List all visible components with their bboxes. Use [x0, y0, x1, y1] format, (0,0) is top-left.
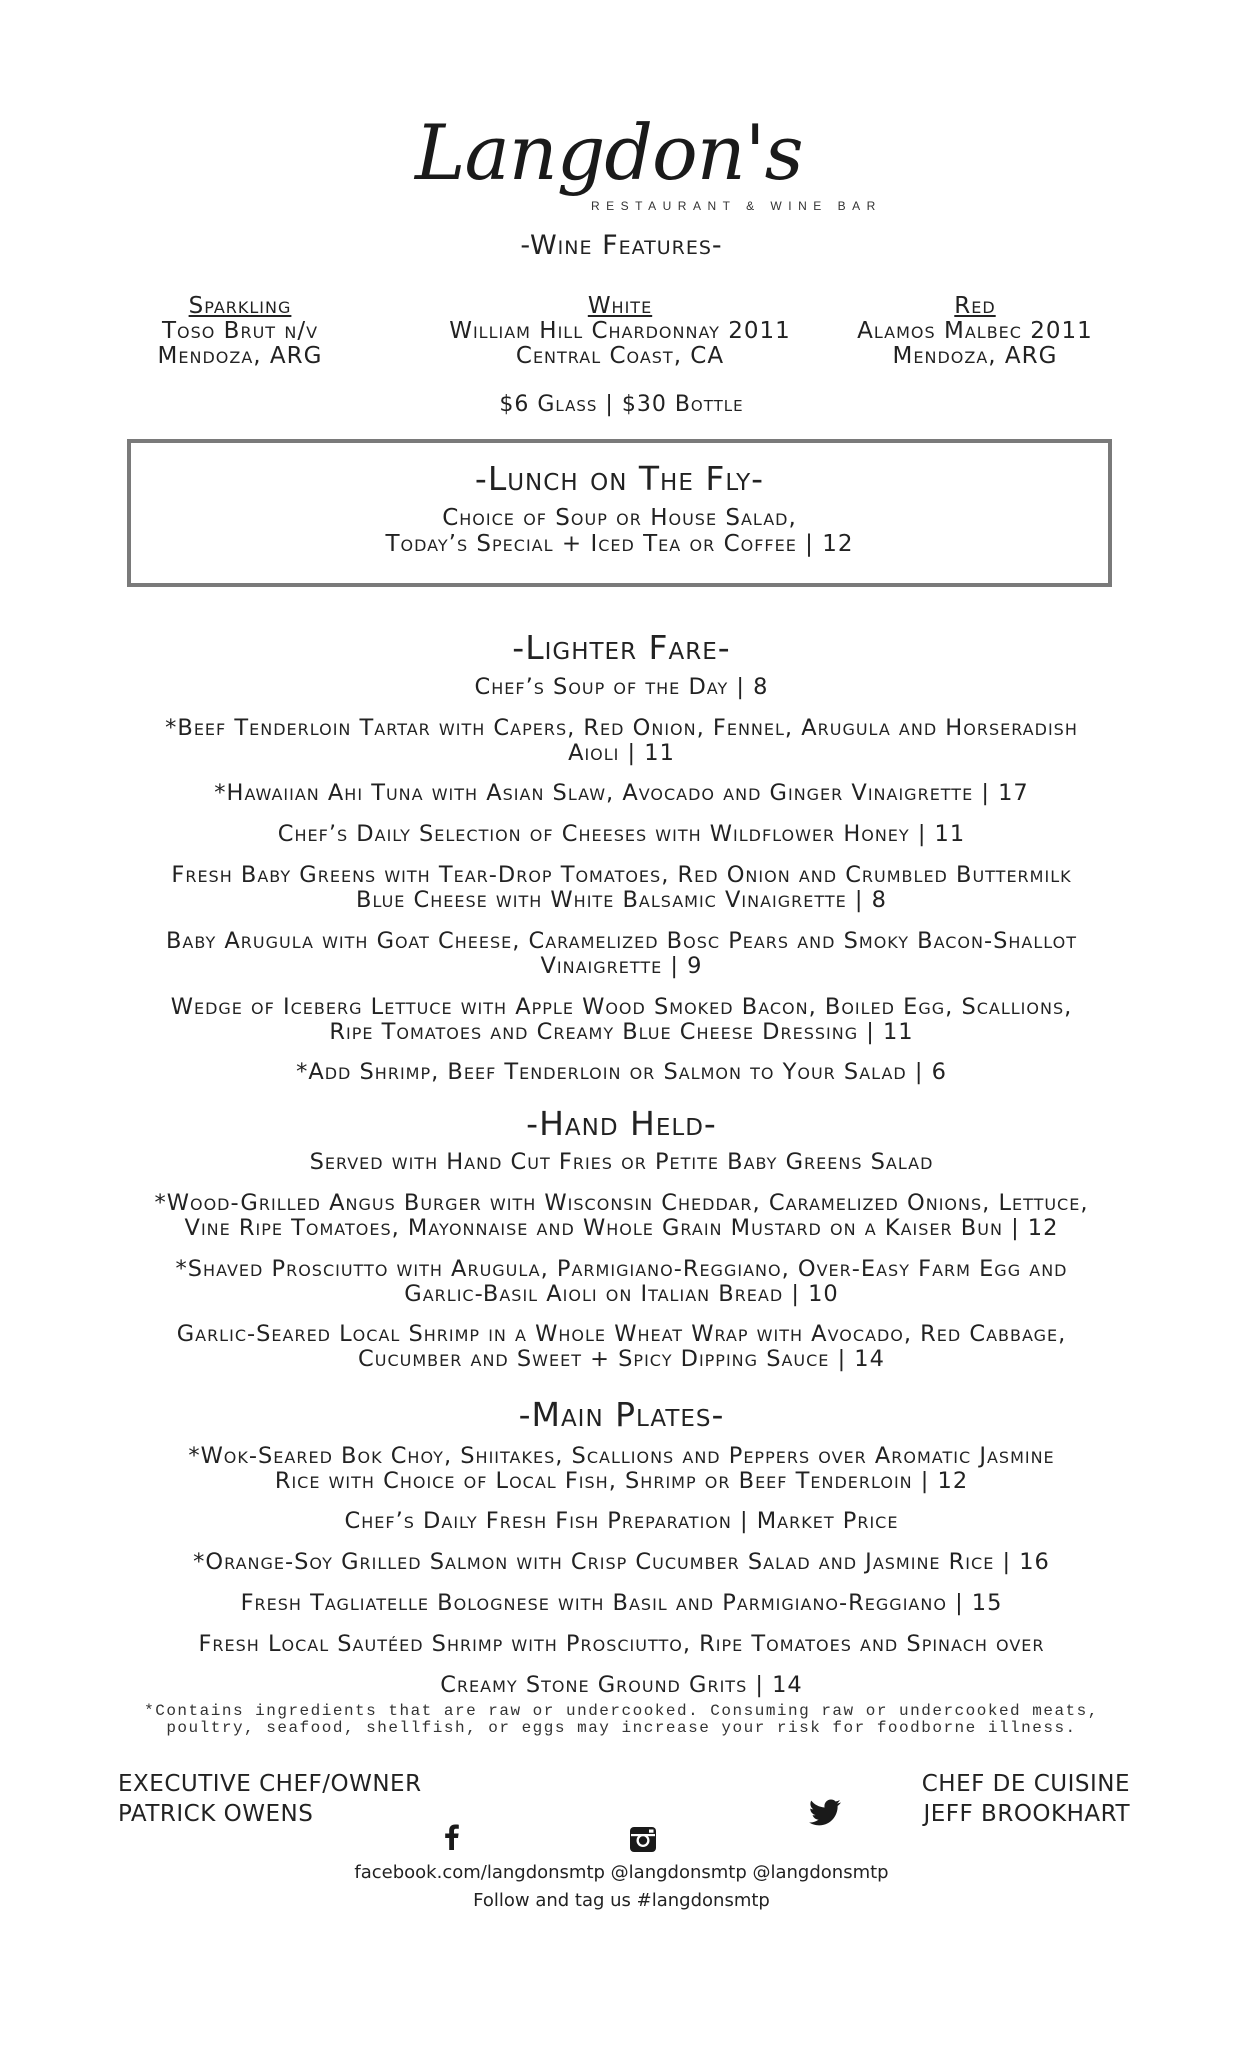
- menu-item-line: Garlic-Basil Aioli on Italian Bread | 10: [404, 1281, 839, 1307]
- menu-item-line: Wedge of Iceberg Lettuce with Apple Wood Smoked Bacon, Boiled Egg, Scallions,: [170, 994, 1073, 1020]
- menu-item-line: Vinaigrette | 9: [540, 953, 703, 979]
- menu-item: [100, 1191, 1143, 1241]
- wine-origin: Mendoza, ARG: [892, 343, 1058, 369]
- social-tagline: Follow and tag us #langdonsmtp: [473, 1890, 770, 1911]
- menu-item-line: Rice with Choice of Local Fish, Shrimp or Beef Tenderloin | 12: [274, 1468, 969, 1494]
- chef-name: PATRICK OWENS: [118, 1801, 314, 1827]
- menu-item-line: Fresh Local Sautéed Shrimp with Prosciutto, Ripe Tomatoes and Spinach over: [198, 1631, 1045, 1657]
- chef-de-cuisine: [880, 1769, 1130, 1829]
- menu-item-line: Vine Ripe Tomatoes, Mayonnaise and Whole Grain Mustard on a Kaiser Bun | 12: [184, 1215, 1059, 1241]
- disclaimer-line: *Contains ingredients that are raw or undercooked. Consuming raw or undercooked meats,: [144, 1702, 1099, 1720]
- restaurant-logo: [415, 108, 895, 225]
- menu-item: [100, 1060, 1143, 1085]
- chef-title: CHEF DE CUISINE: [921, 1771, 1130, 1797]
- wine-features-title: -Wine Features-: [520, 230, 723, 261]
- menu-item-line: Blue Cheese with White Balsamic Vinaigrette | 8: [356, 887, 887, 913]
- wine-name: William Hill Chardonnay 2011: [449, 318, 791, 344]
- menu-item-line: Chef’s Daily Fresh Fish Preparation | Market Price: [344, 1508, 899, 1534]
- menu-item-line: Creamy Stone Ground Grits | 14: [440, 1672, 803, 1698]
- lunch-line: Today’s Special + Iced Tea or Coffee | 12: [385, 531, 854, 557]
- section-title-lighter-fare: -Lighter Fare-: [512, 628, 731, 667]
- instagram-icon[interactable]: [626, 1822, 660, 1856]
- lunch-title: -Lunch on The Fly-: [474, 459, 765, 498]
- menu-item: [100, 781, 1143, 806]
- chef-name: JEFF BROOKHART: [923, 1801, 1130, 1827]
- wine-origin: Mendoza, ARG: [157, 343, 323, 369]
- menu-item-line: *Wood-Grilled Angus Burger with Wisconsin Cheddar, Caramelized Onions, Lettuce,: [154, 1190, 1089, 1216]
- wine-column-white: [440, 294, 800, 369]
- menu-item: [100, 1150, 1143, 1175]
- menu-item: [100, 1673, 1143, 1698]
- logo-subtitle: RESTAURANT & WINE BAR: [591, 199, 882, 213]
- menu-item: [100, 822, 1143, 847]
- lunch-line: Choice of Soup or House Salad,: [442, 505, 797, 531]
- menu-item-line: *Orange-Soy Grilled Salmon with Crisp Cucumber Salad and Jasmine Rice | 16: [193, 1549, 1050, 1575]
- menu-item-line: Cucumber and Sweet + Spicy Dipping Sauce | 14: [358, 1346, 885, 1372]
- social-handles: facebook.com/langdonsmtp @langdonsmtp @langdonsmtp: [354, 1862, 889, 1883]
- menu-item: [100, 1632, 1143, 1657]
- menu-item: [100, 1509, 1143, 1534]
- menu-item-line: Fresh Tagliatelle Bolognese with Basil and Parmigiano-Reggiano | 15: [240, 1590, 1003, 1616]
- wine-column-heading: White: [587, 293, 653, 319]
- wine-name: Alamos Malbec 2011: [857, 318, 1093, 344]
- menu-item-line: *Hawaiian Ahi Tuna with Asian Slaw, Avocado and Ginger Vinaigrette | 17: [214, 780, 1029, 806]
- menu-item: [100, 675, 1143, 700]
- menu-item: [100, 1322, 1143, 1372]
- menu-item-line: Fresh Baby Greens with Tear-Drop Tomatoes, Red Onion and Crumbled Buttermilk: [171, 862, 1072, 888]
- twitter-icon[interactable]: [808, 1796, 842, 1830]
- menu-item: [100, 1591, 1143, 1616]
- menu-item-line: Ripe Tomatoes and Creamy Blue Cheese Dressing | 11: [329, 1019, 914, 1045]
- wine-column-heading: Sparkling: [188, 293, 292, 319]
- raw-food-disclaimer: [100, 1703, 1143, 1737]
- section-title-main-plates: -Main Plates-: [518, 1395, 725, 1434]
- menu-item-line: Garlic-Seared Local Shrimp in a Whole Wheat Wrap with Avocado, Red Cabbage,: [176, 1321, 1067, 1347]
- disclaimer-line: poultry, seafood, shellfish, or eggs may increase your risk for foodborne illness.: [166, 1719, 1077, 1737]
- menu-item: [100, 929, 1143, 979]
- chef-title: EXECUTIVE CHEF/OWNER: [118, 1771, 422, 1797]
- menu-item-line: Served with Hand Cut Fries or Petite Baby Greens Salad: [309, 1149, 934, 1175]
- menu-item-line: Baby Arugula with Goat Cheese, Caramelized Bosc Pears and Smoky Bacon-Shallot: [166, 928, 1077, 954]
- executive-chef: [118, 1769, 422, 1829]
- menu-item-line: *Shaved Prosciutto with Arugula, Parmigiano-Reggiano, Over-Easy Farm Egg and: [175, 1256, 1068, 1282]
- menu-item-line: *Wok-Seared Bok Choy, Shiitakes, Scallions and Peppers over Aromatic Jasmine: [188, 1443, 1055, 1469]
- lunch-special-box: [127, 439, 1112, 587]
- menu-item-line: Chef’s Daily Selection of Cheeses with Wildflower Honey | 11: [277, 821, 966, 847]
- wine-origin: Central Coast, CA: [515, 343, 725, 369]
- menu-item: [100, 995, 1143, 1045]
- menu-item: [100, 1444, 1143, 1494]
- menu-item: [100, 863, 1143, 913]
- menu-item: [100, 1550, 1143, 1575]
- facebook-icon[interactable]: [435, 1820, 469, 1854]
- wine-name: Toso Brut n/v: [161, 318, 319, 344]
- wine-column-red: [845, 294, 1105, 369]
- section-title-hand-held: -Hand Held-: [526, 1104, 717, 1143]
- menu-item: [100, 716, 1143, 766]
- menu-item: [100, 1257, 1143, 1307]
- logo-script-text: Langdon's: [415, 108, 803, 197]
- wine-column-sparkling: [125, 294, 355, 369]
- menu-item-line: Chef’s Soup of the Day | 8: [474, 674, 769, 700]
- menu-item-line: *Beef Tenderloin Tartar with Capers, Red Onion, Fennel, Arugula and Horseradish: [165, 715, 1078, 741]
- wine-price: $6 Glass | $30 Bottle: [499, 392, 744, 417]
- menu-item-line: *Add Shrimp, Beef Tenderloin or Salmon to Your Salad | 6: [296, 1059, 947, 1085]
- wine-column-heading: Red: [954, 293, 996, 319]
- menu-item-line: Aioli | 11: [568, 740, 675, 766]
